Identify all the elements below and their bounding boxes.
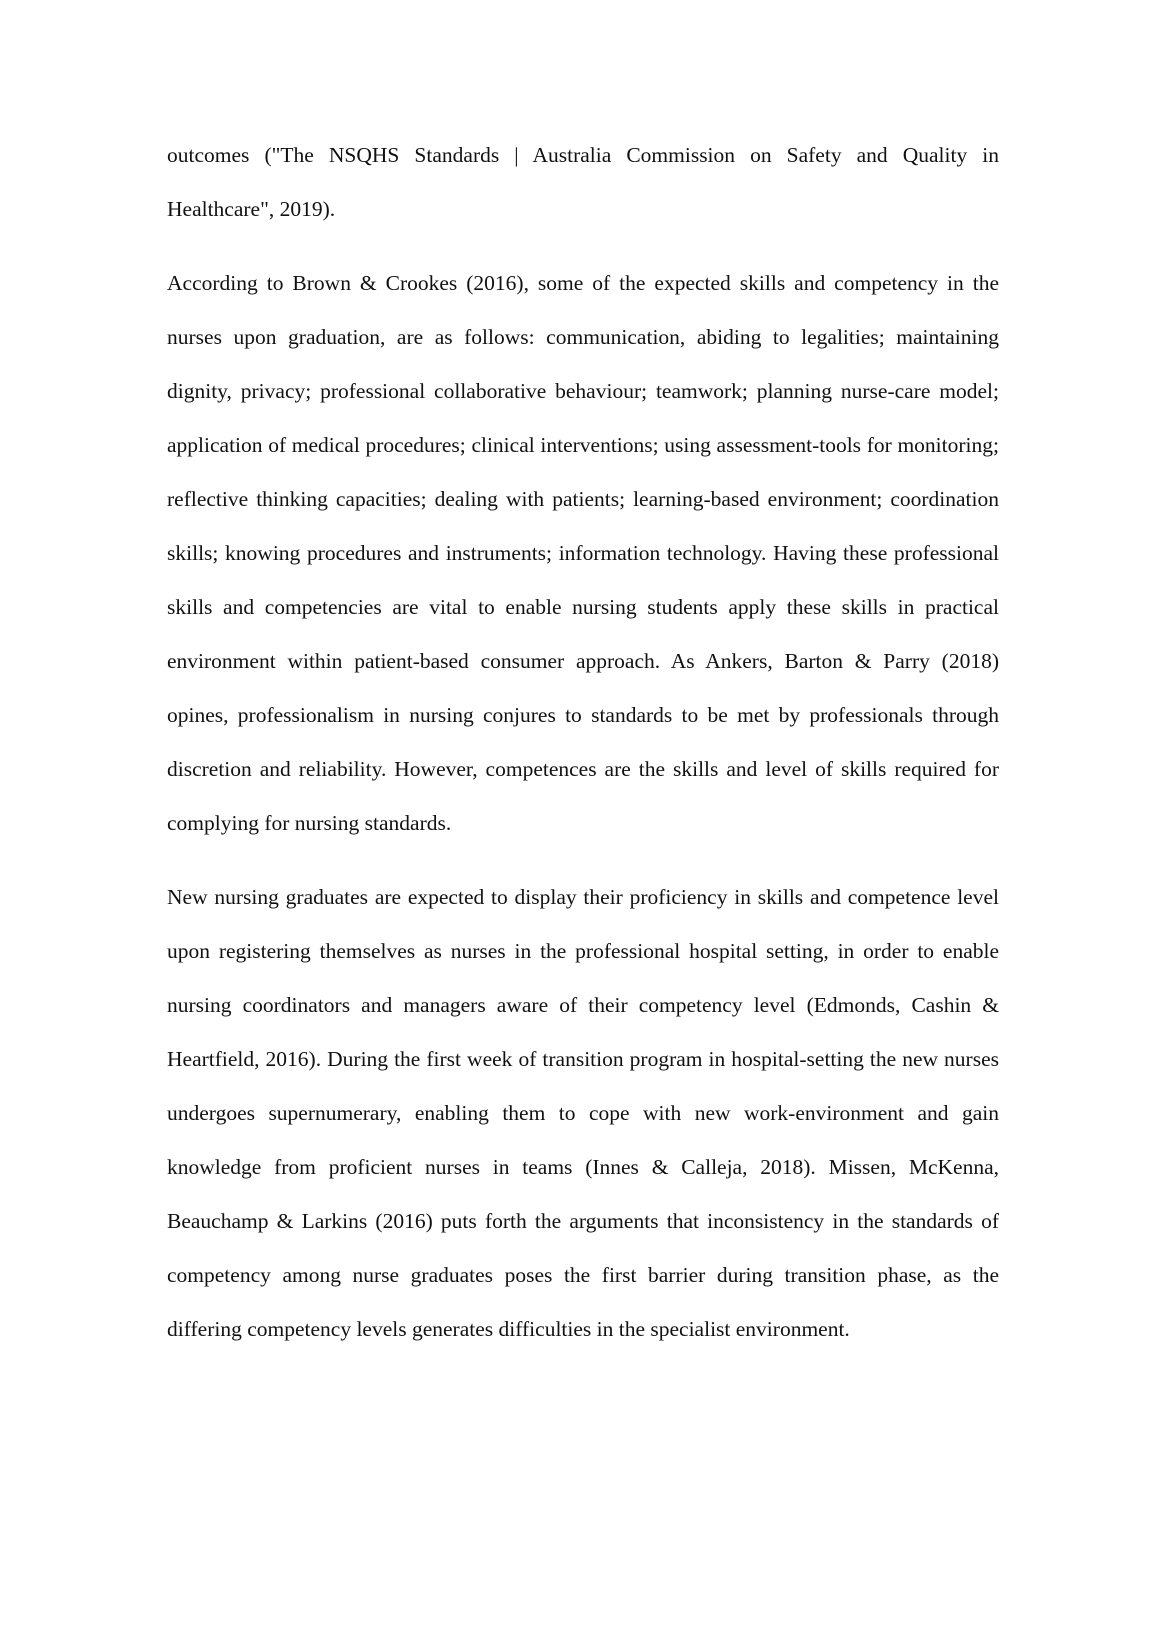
paragraph-expected-skills: According to Brown & Crookes (2016), some of the expected skills and competency in the nurses upon graduation, are as follows: communication, abiding to legalities; maintaining dignity, privacy; professional collaborative behaviour; teamwork; planning nurse-care model; application of medical procedures; clinical interventions; using assessment-tools for monitoring; reflective thinking capacities; dealing with patients; learning-based environment; coordination skills; knowing procedures and instruments; information technology. Having these professional skills and competencies are vital to enable nursing students apply these skills in practical environment within patient-based consumer approach. As Ankers, Barton & Parry (2018) opines, professionalism in nursing conjures to standards to be met by professionals through discretion and reliability. However, competences are the skills and level of skills required for complying for nursing standards. [167,271,999,835]
document-page [167,128,999,1376]
paragraph-new-graduates: New nursing graduates are expected to display their proficiency in skills and competence level upon registering themselves as nurses in the professional hospital setting, in order to enable nursing coordinators and managers aware of their competency level (Edmonds, Cashin & Heartfield, 2016). During the first week of transition program in hospital-setting the new nurses undergoes supernumerary, enabling them to cope with new work-environment and gain knowledge from proficient nurses in teams (Innes & Calleja, 2018). Missen, McKenna, Beauchamp & Larkins (2016) puts forth the arguments that inconsistency in the standards of competency among nurse graduates poses the first barrier during transition phase, as the differing competency levels generates difficulties in the specialist environment. [167,885,999,1341]
paragraph-continuation: outcomes ("The NSQHS Standards | Australia Commission on Safety and Quality in Healthcare", 2019). [167,143,999,221]
